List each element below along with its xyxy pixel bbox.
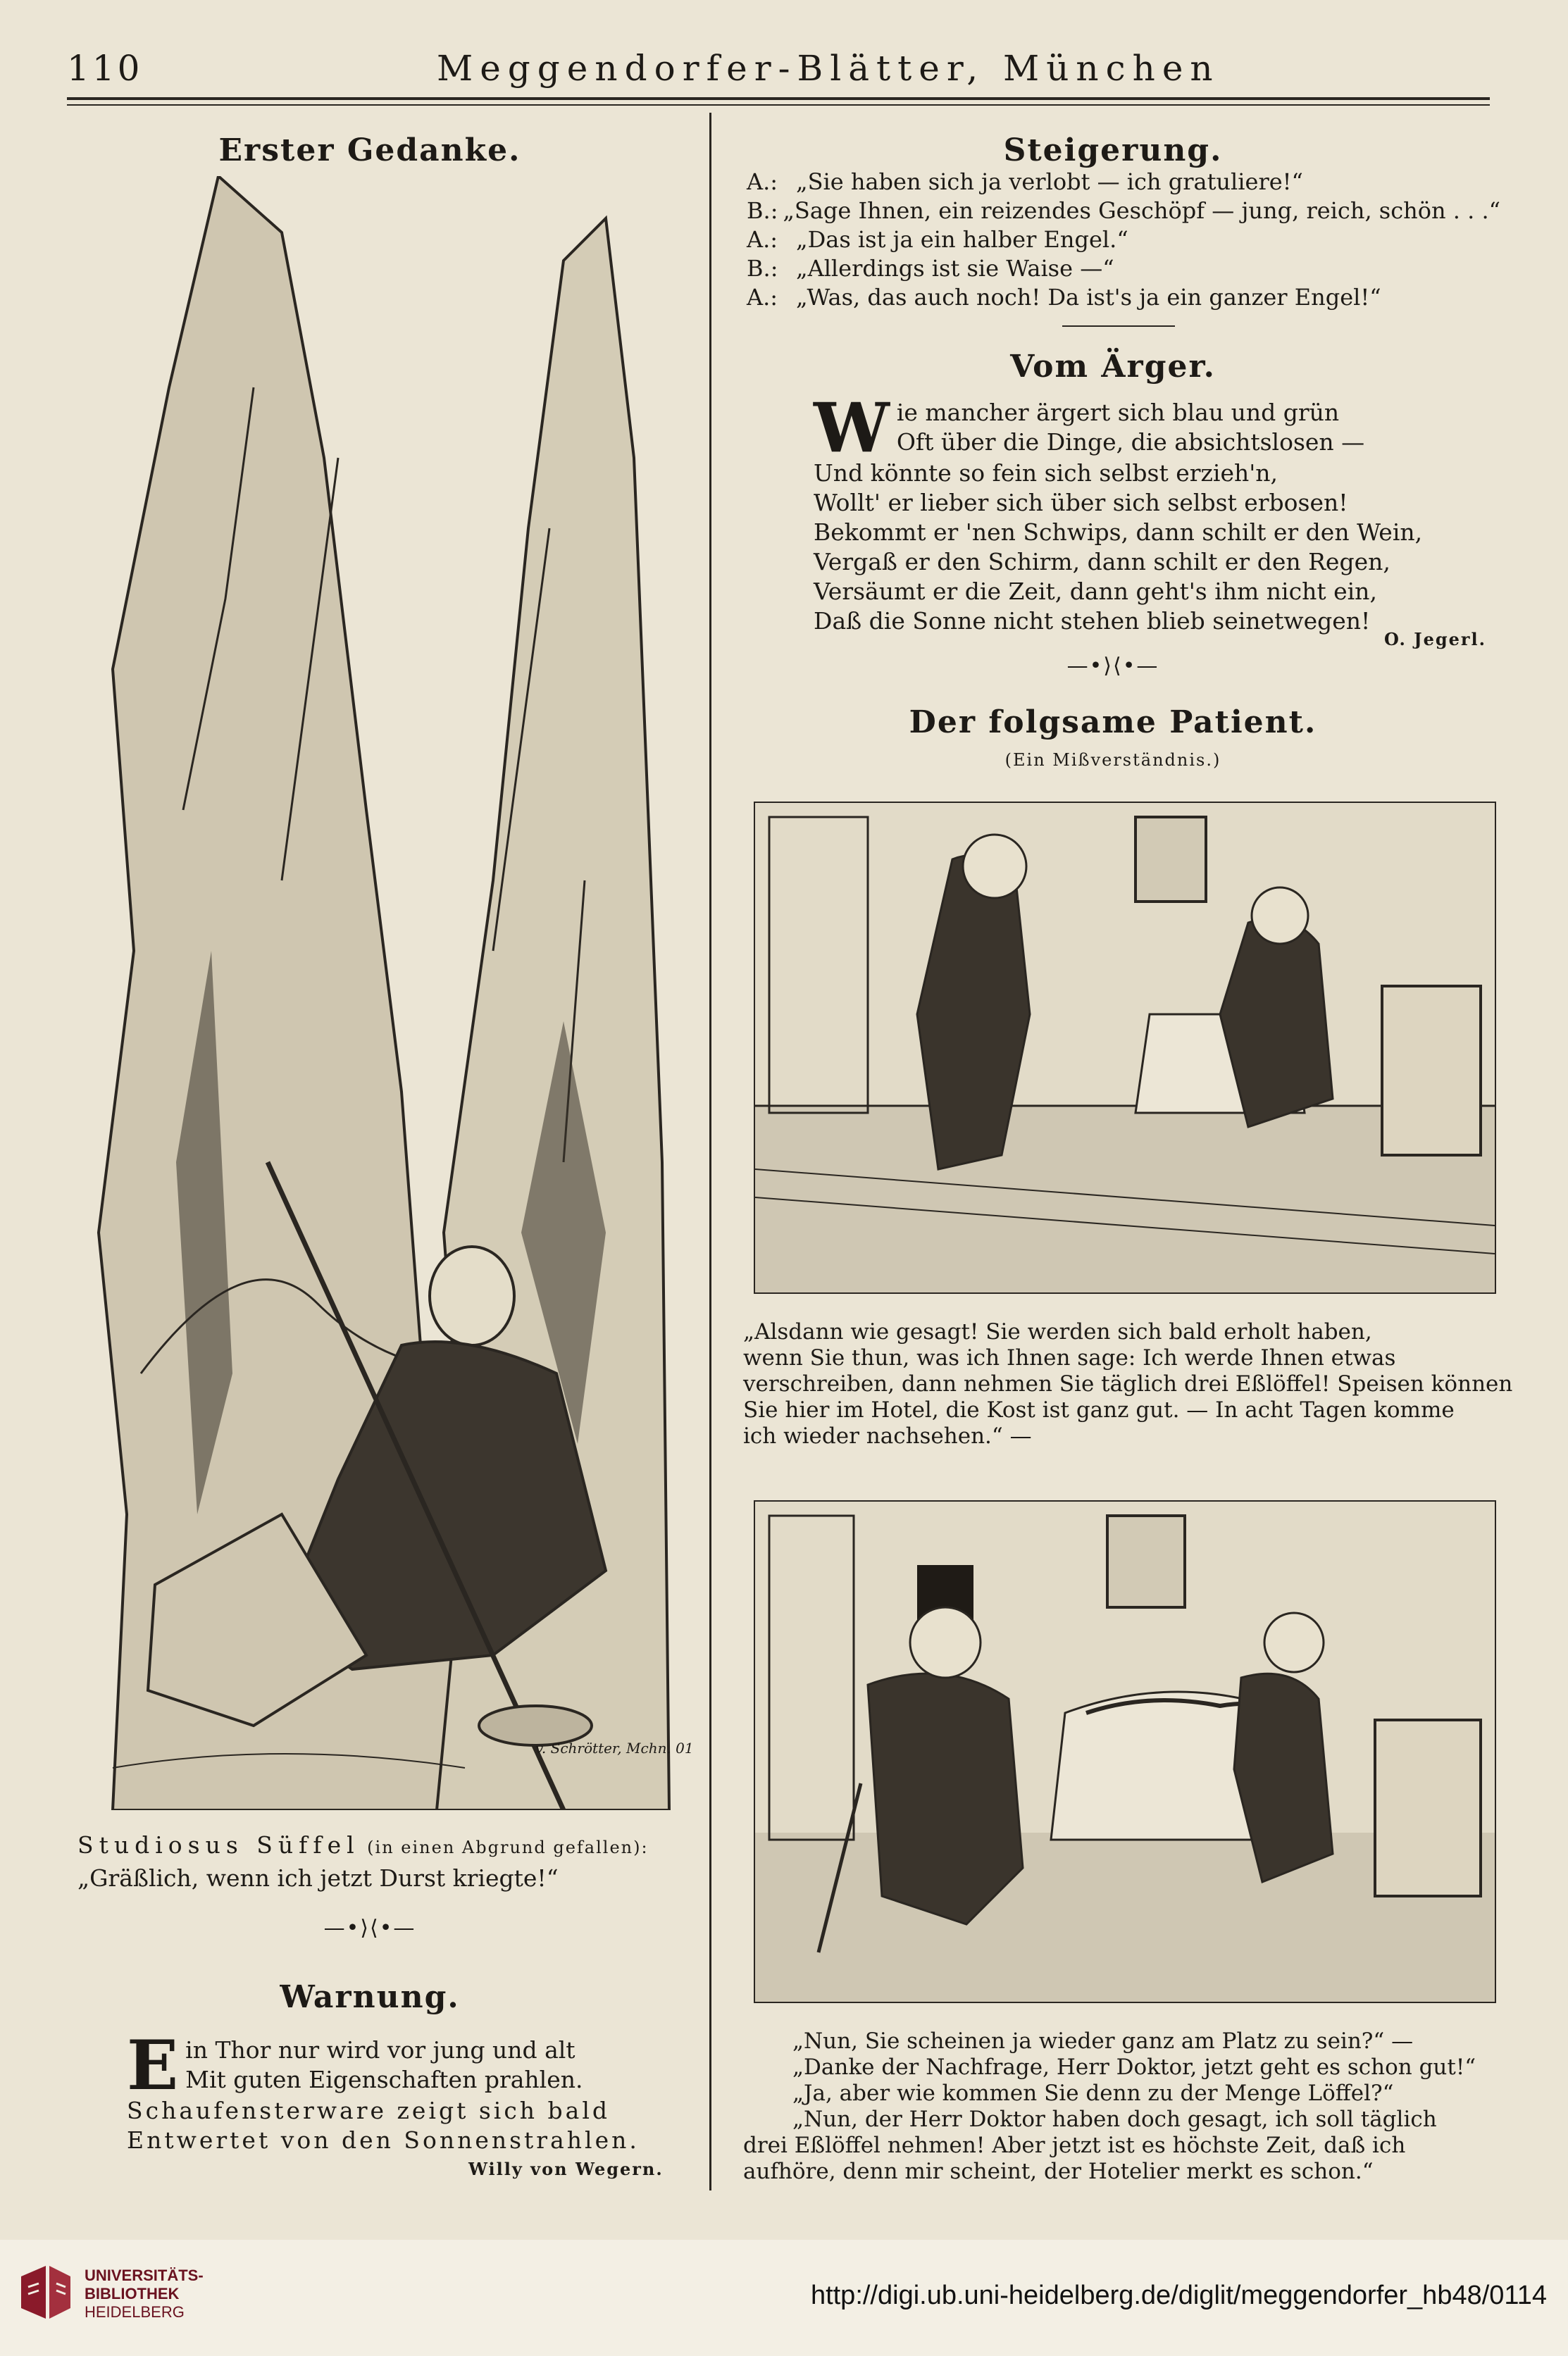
caption-line: aufhöre, denn mir scheint, der Hotelier merkt es schon.“: [743, 2159, 1374, 2184]
steigerung-title: Steigerung.: [1003, 132, 1223, 168]
aerger-title: Vom Ärger.: [1010, 349, 1216, 385]
hotel-drawing: [755, 1502, 1495, 2002]
caption-line: Sie hier im Hotel, die Kost ist ganz gut. — In acht Tagen komme: [743, 1397, 1455, 1423]
patient-caption-2: [743, 2028, 1497, 2185]
header-rule: [67, 97, 1490, 100]
left-caption: [77, 1830, 683, 1894]
dialog-line: [747, 283, 1500, 312]
aerger-line: Und könnte so fein sich selbst erzieh'n,: [814, 459, 1278, 487]
speaker: A.:: [747, 168, 778, 195]
aerger-line: Oft über die Dinge, die absichtslosen —: [896, 428, 1365, 456]
page-number: 110: [67, 48, 143, 89]
aerger-line: Versäumt er die Zeit, dann geht's ihm nicht ein,: [814, 578, 1377, 605]
caption-line: „Ja, aber wie kommen Sie denn zu der Menge Löffel?“: [792, 2081, 1394, 2106]
dialog-line: [747, 168, 1500, 197]
library-line: UNIVERSITÄTS-: [85, 2267, 204, 2284]
aerger-line: ie mancher ärgert sich blau und grün: [896, 399, 1340, 426]
running-title: Meggendorfer-Blätter, München: [437, 48, 1220, 89]
caption-line: „Alsdann wie gesagt! Sie werden sich bald erholt haben,: [743, 1319, 1372, 1345]
warnung-poem: [127, 2026, 640, 2155]
speaker: B.:: [747, 255, 778, 282]
warnung-author: Willy von Wegern.: [468, 2159, 664, 2179]
doctor-visit-drawing: [755, 803, 1495, 1292]
patient-title: Der folgsame Patient.: [909, 704, 1317, 740]
speaker: A.:: [747, 284, 778, 311]
source-url-link[interactable]: http://digi.ub.uni-heidelberg.de/diglit/meggendorfer_hb48/0114: [810, 2281, 1547, 2310]
caption-line: „Danke der Nachfrage, Herr Doktor, jetzt geht es schon gut!“: [792, 2055, 1476, 2080]
warnung-line: Entwertet von den Sonnenstrahlen.: [127, 2126, 640, 2154]
patient-subtitle: (Ein Mißverständnis.): [1004, 750, 1221, 770]
section-ornament: —•⟩⟨•—: [1066, 654, 1159, 678]
caption-line: wenn Sie thun, was ich Ihnen sage: Ich werde Ihnen etwas: [743, 1345, 1396, 1371]
left-title: Erster Gedanke.: [218, 132, 521, 168]
library-line: HEIDELBERG: [85, 2303, 185, 2321]
aerger-line: Daß die Sonne nicht stehen blieb seinetwegen!: [814, 607, 1371, 635]
caption-line: drei Eßlöffel nehmen! Aber jetzt ist es höchste Zeit, daß ich: [743, 2133, 1406, 2158]
section-rule: [1062, 325, 1175, 327]
caption-line: ich wieder nachsehen.“ —: [743, 1423, 1032, 1449]
caption-line: „Nun, Sie scheinen ja wieder ganz am Platz zu sein?“ —: [792, 2028, 1414, 2054]
caption-quote: „Gräßlich, wenn ich jetzt Durst kriegte!“: [77, 1864, 559, 1892]
cliff-illustration: [70, 176, 676, 1810]
illustration-signature: v. Schrötter, Mchn. 01: [535, 1740, 694, 1757]
cliff-drawing: [70, 176, 676, 1810]
dialog-line: [747, 254, 1500, 283]
library-line: BIBLIOTHEK: [85, 2285, 180, 2302]
aerger-line: Bekommt er 'nen Schwips, dann schilt er den Wein,: [814, 518, 1423, 546]
aerger-dropcap: W: [814, 388, 890, 468]
library-name: [85, 2267, 204, 2321]
warnung-line: Schaufensterware zeigt sich bald: [127, 2097, 611, 2124]
patient-caption-1: [743, 1319, 1513, 1450]
caption-name: Studiosus Süffel: [77, 1831, 360, 1859]
dialog-text: „Was, das auch noch! Da ist's ja ein ganzer Engel!“: [796, 284, 1381, 311]
dialog-text: „Sage Ihnen, ein reizendes Geschöpf — jung, reich, schön . . .“: [783, 197, 1500, 224]
warnung-line: in Thor nur wird vor jung und alt: [185, 2036, 575, 2064]
dialog-text: „Sie haben sich ja verlobt — ich gratuliere!“: [796, 168, 1303, 195]
speaker: B.:: [747, 197, 778, 224]
university-logo-icon: [18, 2262, 74, 2324]
caption-note: (in einen Abgrund gefallen):: [367, 1838, 649, 1857]
warnung-dropcap: E: [127, 2026, 179, 2105]
dialog-text: „Das ist ja ein halber Engel.“: [796, 226, 1128, 253]
warnung-title: Warnung.: [280, 1979, 460, 2015]
aerger-poem: [814, 388, 1423, 636]
dialog-line: [747, 225, 1500, 254]
column-divider: [709, 113, 711, 2190]
aerger-line: Vergaß er den Schirm, dann schilt er den Regen,: [814, 548, 1390, 575]
doctor-visit-illustration: [754, 802, 1496, 1294]
dialog-text: „Allerdings ist sie Waise —“: [796, 255, 1114, 282]
header-rule-thin: [67, 104, 1490, 106]
left-ornament: —•⟩⟨•—: [323, 1916, 416, 1940]
caption-line: verschreiben, dann nehmen Sie täglich drei Eßlöffel! Speisen können: [743, 1371, 1513, 1397]
caption-line: „Nun, der Herr Doktor haben doch gesagt, ich soll täglich: [792, 2107, 1437, 2132]
aerger-author: O. Jegerl.: [1384, 629, 1487, 649]
speaker: A.:: [747, 226, 778, 253]
aerger-line: Wollt' er lieber sich über sich selbst erbosen!: [814, 489, 1348, 516]
hotel-illustration: [754, 1500, 1496, 2003]
steigerung-dialog: [747, 168, 1500, 312]
dialog-line: [747, 197, 1500, 225]
warnung-line: Mit guten Eigenschaften prahlen.: [185, 2066, 583, 2093]
